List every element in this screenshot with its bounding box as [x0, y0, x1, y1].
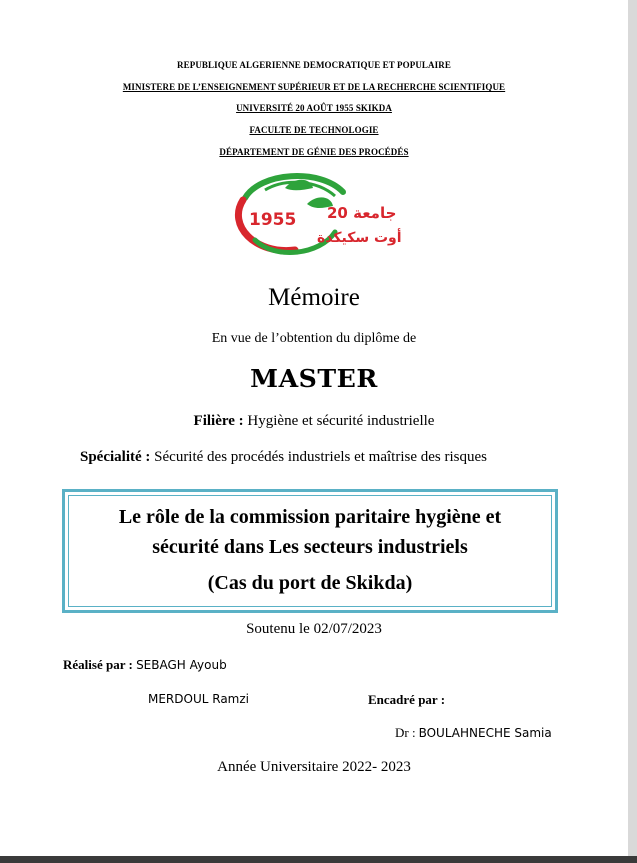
realise-label: Réalisé par :	[63, 657, 133, 672]
authors-line	[63, 657, 227, 673]
svg-text:أوت سكيكدة: أوت سكيكدة	[317, 230, 402, 246]
degree-title: MASTER	[250, 364, 378, 393]
supervisor-label: Encadré par :	[368, 692, 446, 707]
thesis-title-line-2: sécurité dans Les secteurs industriels	[152, 536, 468, 558]
defense-date: Soutenu le 02/07/2023	[246, 621, 382, 637]
thesis-title-line-3: (Cas du port de Skikda)	[207, 572, 413, 594]
ministry-header: MINISTERE DE L’ENSEIGNEMENT SUPÉRIEUR ET DE LA RECHERCHE SCIENTIFIQUE	[122, 82, 506, 92]
thesis-title-box	[62, 489, 558, 613]
university-header: UNIVERSITÉ 20 AOÛT 1955 SKIKDA	[236, 103, 392, 113]
viewer-bottom-bar	[0, 856, 637, 863]
filiere	[0, 413, 628, 430]
specialite-label: Spécialité :	[80, 449, 151, 465]
supervisor-name: BOULAHNECHE Samia	[418, 726, 552, 740]
filiere-label: Filière :	[193, 413, 244, 429]
svg-text:جامعة 20: جامعة 20	[327, 204, 397, 222]
supervisor-line	[395, 725, 552, 741]
thesis-title-line-1: Le rôle de la commission paritaire hygiène et	[118, 506, 502, 528]
university-logo	[225, 170, 405, 260]
department-header: DÉPARTEMENT DE GÉNIE DES PROCÉDÉS	[219, 147, 409, 157]
student-2: MERDOUL Ramzi	[148, 692, 249, 706]
specialite	[80, 449, 487, 466]
faculty-header: FACULTE DE TECHNOLOGIE	[249, 125, 379, 135]
republic-header: REPUBLIQUE ALGERIENNE DEMOCRATIQUE ET POPULAIRE	[177, 60, 451, 70]
supervisor-title: Dr :	[395, 725, 416, 740]
academic-year: Année Universitaire 2022- 2023	[217, 759, 411, 775]
filiere-value: Hygiène et sécurité industrielle	[247, 413, 435, 429]
viewer-margin	[628, 0, 637, 863]
student-1: SEBAGH Ayoub	[136, 658, 227, 672]
specialite-value: Sécurité des procédés industriels et maîtrise des risques	[154, 449, 487, 465]
logo-year: 1955	[249, 210, 297, 230]
degree-purpose: En vue de l’obtention du diplôme de	[211, 331, 417, 346]
document-type: Mémoire	[268, 284, 360, 311]
